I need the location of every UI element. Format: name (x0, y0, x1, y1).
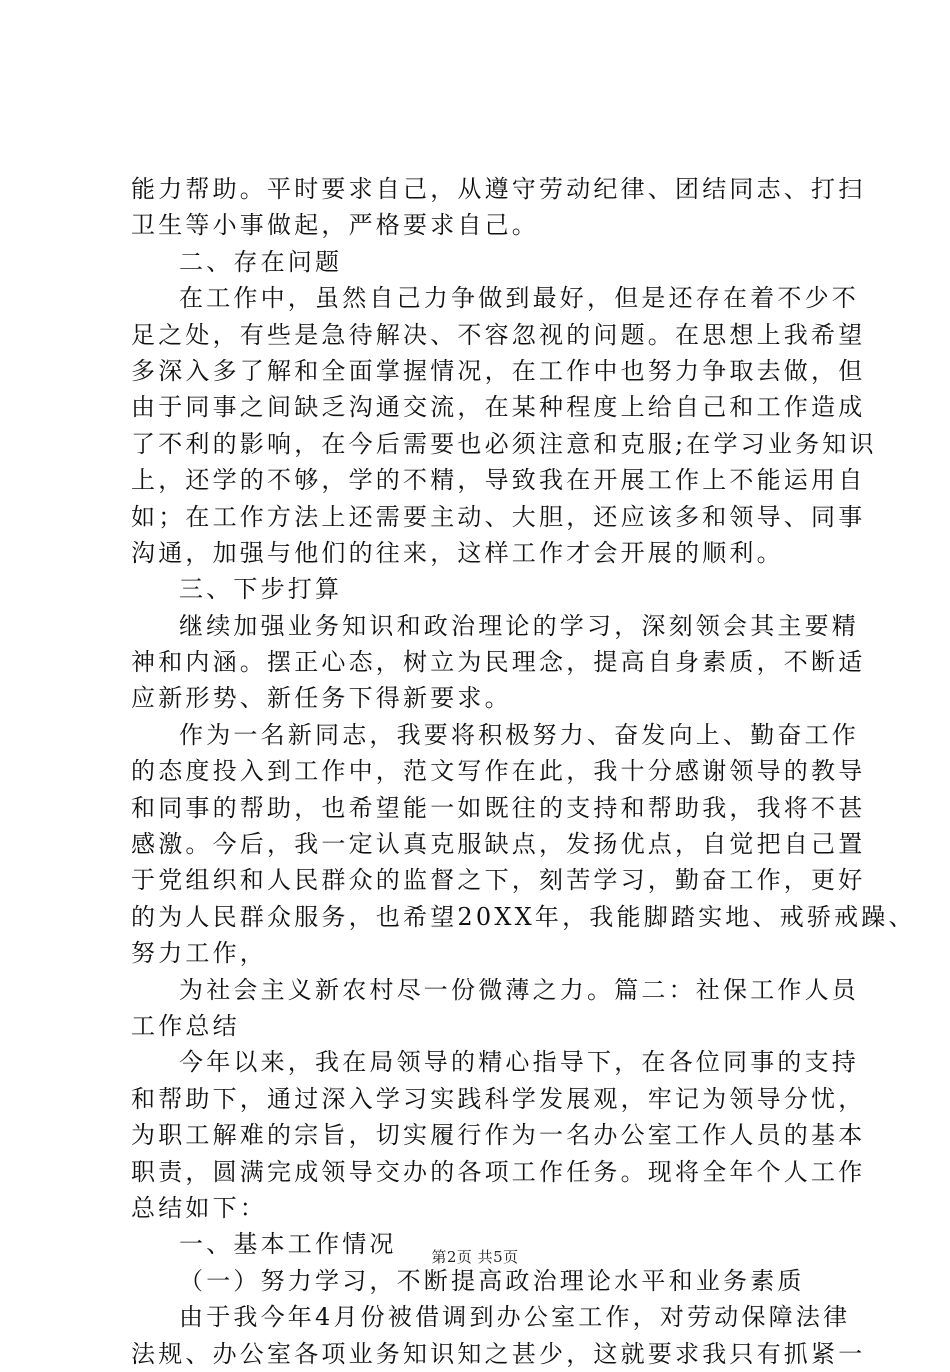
text-line: 神和内涵。摆正心态，树立为民理念，提高自身素质，不断适 (131, 648, 866, 677)
text-line: 和帮助下，通过深入学习实践科学发展观，牢记为领导分忧， (131, 1084, 866, 1113)
text-line: 和同事的帮助，也希望能一如既往的支持和帮助我，我将不甚 (131, 793, 866, 822)
text-line: 能力帮助。平时要求自己，从遵守劳动纪律、团结同志、打扫 (131, 175, 866, 203)
text-line: 的态度投入到工作中，范文写作在此，我十分感谢领导的教导 (131, 757, 866, 786)
text-line: 总结如下： (131, 1193, 267, 1222)
text-line: 继续加强业务知识和政治理论的学习，深刻领会其主要精 (179, 611, 859, 640)
text-line: 如；在工作方法上还需要主动、大胆，还应该多和领导、同事 (131, 502, 866, 531)
text-line: 作为一名新同志，我要将积极努力、奋发向上、勤奋工作 (179, 720, 859, 749)
page-footer: 第2页 共5页 (431, 1248, 519, 1266)
text-line: 多深入多了解和全面掌握情况，在工作中也努力争取去做，但 (131, 356, 866, 385)
text-line: （一）努力学习，不断提高政治理论水平和业务素质 (179, 1266, 805, 1295)
text-line: 于党组织和人民群众的监督之下，刻苦学习，勤奋工作，更好 (131, 866, 866, 895)
text-line: 了不利的影响，在今后需要也必须注意和克服;在学习业务知识 (131, 429, 877, 458)
text-line: 职责，圆满完成领导交办的各项工作任务。现将全年个人工作 (131, 1157, 866, 1186)
text-line: 为社会主义新农村尽一份微薄之力。篇二：社保工作人员 (179, 975, 859, 1004)
text-line: 由于同事之间缺乏沟通交流，在某种程度上给自己和工作造成 (131, 393, 866, 422)
text-line: 为职工解难的宗旨，切实履行作为一名办公室工作人员的基本 (131, 1121, 866, 1150)
text-line: 工作总结 (131, 1011, 240, 1040)
text-line: 三、下步打算 (179, 575, 343, 604)
text-line: 足之处，有些是急待解决、不容忽视的问题。在思想上我希望 (131, 320, 866, 349)
text-line: 应新形势、新任务下得新要求。 (131, 684, 512, 713)
text-line: 一、基本工作情况 (179, 1230, 397, 1259)
text-line: 的为人民群众服务，也希望20XX年，我能脚踏实地、戒骄戒躁、 (131, 902, 916, 931)
text-line: 卫生等小事做起，严格要求自己。 (131, 211, 539, 240)
text-line: 上，还学的不够，学的不精，导致我在开展工作上不能运用自 (131, 466, 866, 495)
text-line: 感激。今后，我一定认真克服缺点，发扬优点，自觉把自己置 (131, 830, 866, 859)
text-line: 努力工作， (131, 939, 267, 968)
text-line: 法规、办公室各项业务知识知之甚少，这就要求我只有抓紧一 (131, 1339, 866, 1368)
text-line: 在工作中，虽然自己力争做到最好，但是还存在着不少不 (179, 284, 859, 313)
text-line: 由于我今年4月份被借调到办公室工作，对劳动保障法律 (179, 1303, 851, 1332)
text-line: 今年以来，我在局领导的精心指导下，在各位同事的支持 (179, 1048, 859, 1077)
text-line: 二、存在问题 (179, 247, 343, 276)
text-line: 沟通，加强与他们的往来，这样工作才会开展的顺利。 (131, 538, 784, 567)
document-body (131, 171, 916, 1372)
